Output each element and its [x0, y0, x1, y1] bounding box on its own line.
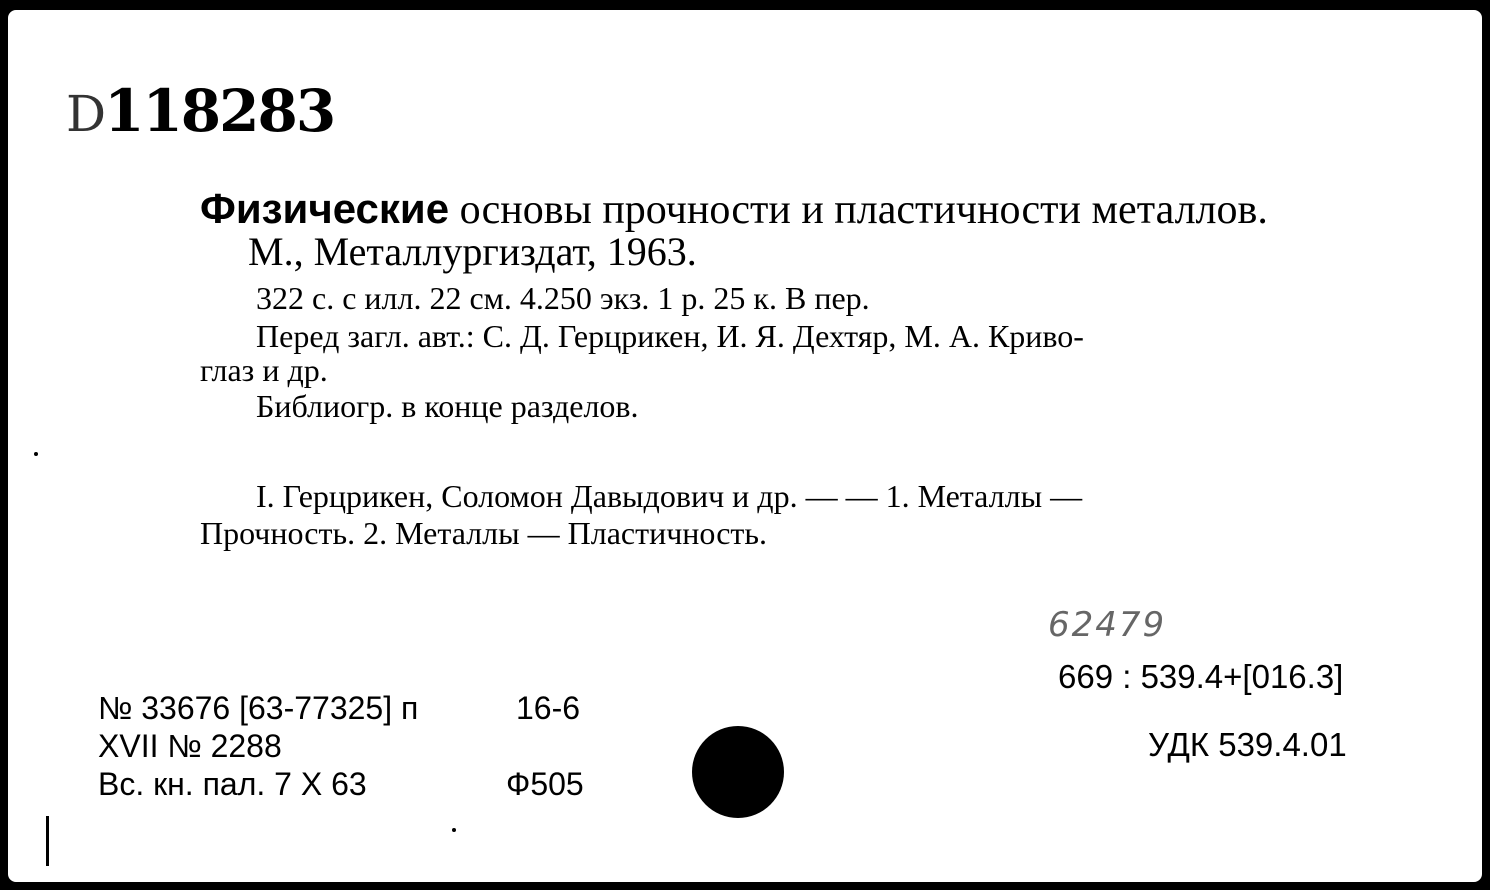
classification-code: 669 : 539.4+[016.3] [1058, 658, 1344, 695]
record-line-2: XVII № 2288 [98, 728, 282, 764]
catalog-card [6, 8, 1484, 884]
speck-mark [34, 452, 38, 456]
speck-mark [452, 828, 456, 832]
tracing-line-1: I. Герцрикен, Соломон Давыдович и др. — — 1. Металлы — [256, 478, 1083, 514]
title-bold: Физические [200, 185, 450, 232]
record-line-1-left: № 33676 [63-77325] п [98, 690, 419, 726]
title-rest: основы прочности и пластичности металлов. [449, 187, 1268, 233]
edge-mark [46, 816, 49, 866]
tracing-line-2: Прочность. 2. Металлы — Пластичность. [200, 515, 767, 551]
title-line [200, 185, 1268, 233]
record-line-3-right: Ф505 [506, 766, 584, 802]
authors-line-2: глаз и др. [200, 352, 328, 388]
imprint: М., Металлургиздат, 1963. [248, 229, 697, 274]
handwritten-number: 62479 [1048, 605, 1167, 645]
record-line-3-left: Вс. кн. пал. 7 X 63 [98, 766, 367, 802]
call-number [66, 77, 335, 145]
udk-code: УДК 539.4.01 [1148, 726, 1347, 763]
punch-hole [692, 726, 784, 818]
record-line-1-right: 16-6 [516, 690, 581, 726]
collation: 322 с. с илл. 22 см. 4.250 экз. 1 р. 25 к. В пер. [256, 280, 870, 316]
call-prefix: D [66, 85, 105, 143]
authors-line-1: Перед загл. авт.: С. Д. Герцрикен, И. Я. Дехтяр, М. А. Криво- [256, 318, 1084, 354]
bibliography-note: Библиогр. в конце разделов. [256, 388, 639, 424]
call-number-value: 118283 [104, 77, 335, 145]
